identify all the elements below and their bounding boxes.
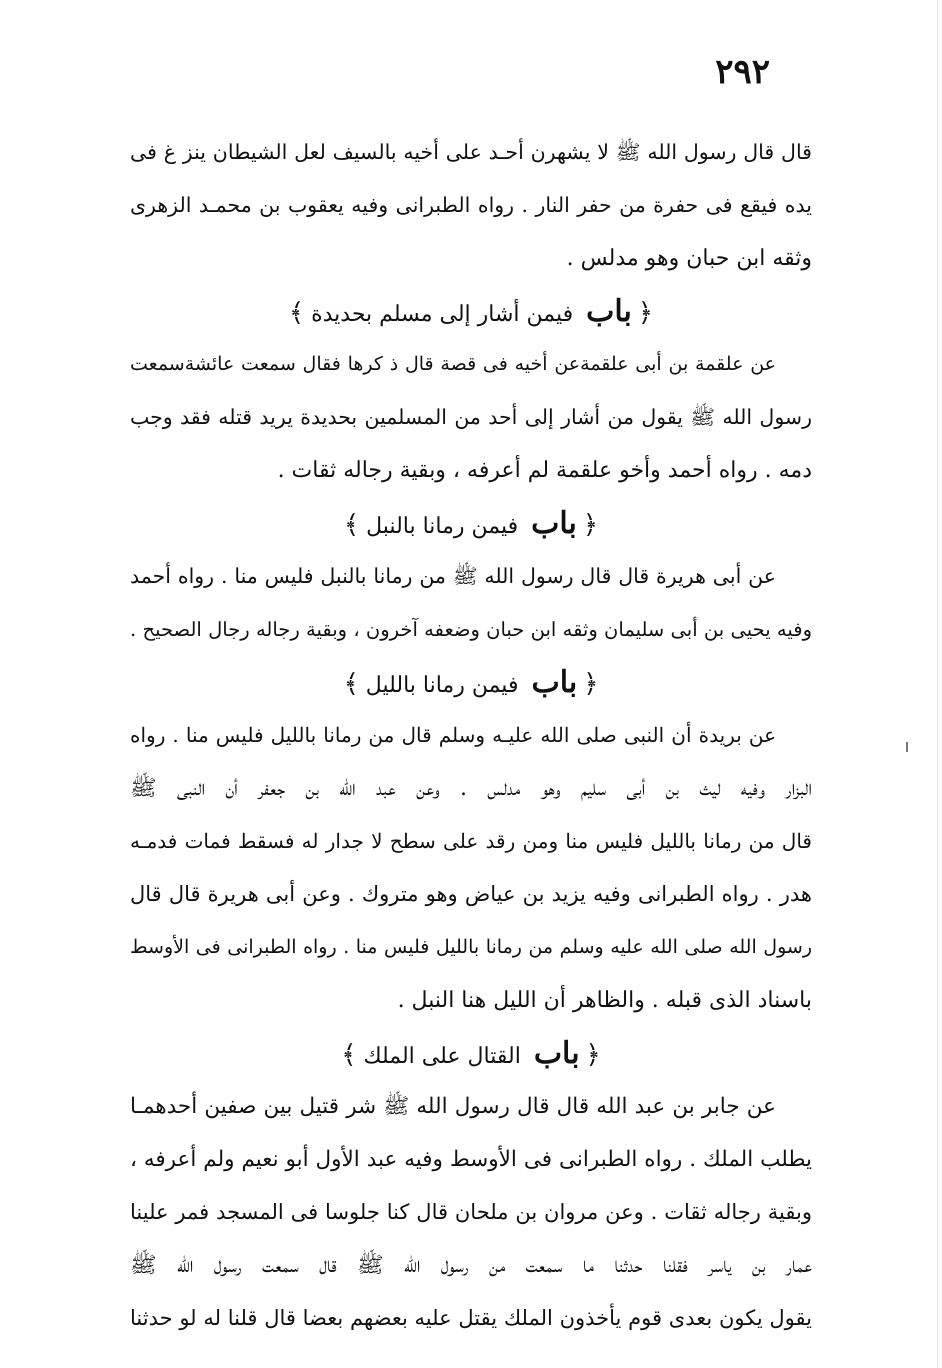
page-body-text [130, 126, 812, 1345]
heading-title: فيمن رمانا بالنبل [366, 514, 519, 539]
heading-brace-open: ﴿ [582, 510, 599, 540]
text-line: يطلب الملك . رواه الطبرانى فى الأوسط وفيه عبد الأول أبو نعيم ولم أعرفه ، [130, 1147, 812, 1172]
text-line: دمه . رواه أحمد وأخو علقمة لم أعرفه ، وبقية رجاله ثقات . [277, 458, 812, 483]
margin-mark [906, 742, 908, 752]
heading-brace-open: ﴿ [583, 669, 599, 699]
text-line: قال قال رسول الله ﷺ لا يشهرن أحـد على أخيه بالسيف لعل الشيطان ينز غ فى [130, 140, 812, 164]
text-line: رسول الله صلى الله عليه وسلم من رمانا بالليل فليس منا . رواه الطبرانى فى الأوسط [130, 936, 812, 958]
heading-brace-close: ﴾ [341, 1040, 357, 1070]
text-line: هدر . رواه الطبرانى وفيه يزيد بن عياض وهو متروك . وعن أبى هريرة قال قال [130, 882, 812, 906]
page-edge [937, 0, 938, 1368]
text-line: وثقه ابن حبان وهو مدلس . [566, 246, 812, 271]
text-line: يده فيقع فى حفرة من حفر النار . رواه الطبرانى وفيه يعقوب بن محمـد الزهرى [130, 193, 812, 217]
heading-brace-open: ﴿ [585, 1040, 601, 1070]
heading-title: القتال على الملك [363, 1044, 521, 1069]
heading-title: فيمن رمانا بالليل [365, 673, 519, 698]
page-number: ٢٩٢ [715, 52, 770, 92]
text-line: باسناد الذى قبله . والظاهر أن الليل هنا النبل . [397, 988, 812, 1013]
text-line: عمار بن ياسر فقلنا حدثنا ما سمعت من رسول الله ﷺ قال سمعت رسول الله ﷺ [130, 1253, 812, 1278]
text-line: وفيه يحيى بن أبى سليمان وثقه ابن حبان وضعفه آخرون ، وبقية رجاله رجال الصحيح . [130, 618, 812, 641]
text-line: يقول يكون بعدى قوم يأخذون الملك يقتل عليه بعضهم بعضا قال قلنا له لو حدثنا [130, 1306, 812, 1330]
heading-title: فيمن أشار إلى مسلم بحديدة [311, 302, 574, 327]
heading-brace-open: ﴿ [637, 298, 654, 328]
chapter-heading [130, 1027, 812, 1080]
heading-bab-word: باب [531, 665, 578, 700]
heading-brace-close: ﴾ [343, 669, 359, 699]
text-line: عن جابر بن عبد الله قال قال رسول الله ﷺ شر قتيل بين صفين أحدهمـا [130, 1094, 776, 1119]
text-line: رسول الله ﷺ يقول من أشار إلى أحد من المسلمين بحديدة يريد قتله فقد وجب [130, 405, 812, 429]
heading-brace-close: ﴾ [343, 510, 360, 540]
heading-bab-word: باب [533, 1036, 580, 1071]
text-line: وبقية رجاله ثقات . وعن مروان بن ملحان قال كنا جلوسا فى المسجد فمر علينا [130, 1200, 812, 1224]
heading-bab-word: باب [531, 506, 577, 541]
chapter-heading [130, 656, 812, 709]
text-line: عن أبى هريرة قال قال رسول الله ﷺ من رمانا بالنبل فليس منا . رواه أحمد [130, 564, 776, 588]
heading-bab-word: باب [586, 294, 632, 329]
heading-brace-close: ﴾ [288, 298, 305, 328]
text-line: عن علقمة بن أبى علقمةعن أخيه فى قصة قال ذ كرها فقال سمعت عائشةسمعت [130, 353, 776, 375]
text-line: البزار وفيه ليث بن أبى سليم وهو مدلس . وعن عبد الله بن جعفر أن النبى ﷺ [130, 776, 812, 801]
text-line: عن بريدة أن النبى صلى الله عليـه وسلم قال من رمانا بالليل فليس منا . رواه [130, 723, 776, 747]
text-line: قال من رمانا بالليل فليس منا ومن رقد على سطح لا جدار له فسقط فمات فدمـه [130, 829, 812, 853]
chapter-heading [130, 497, 812, 550]
chapter-heading [130, 285, 812, 338]
